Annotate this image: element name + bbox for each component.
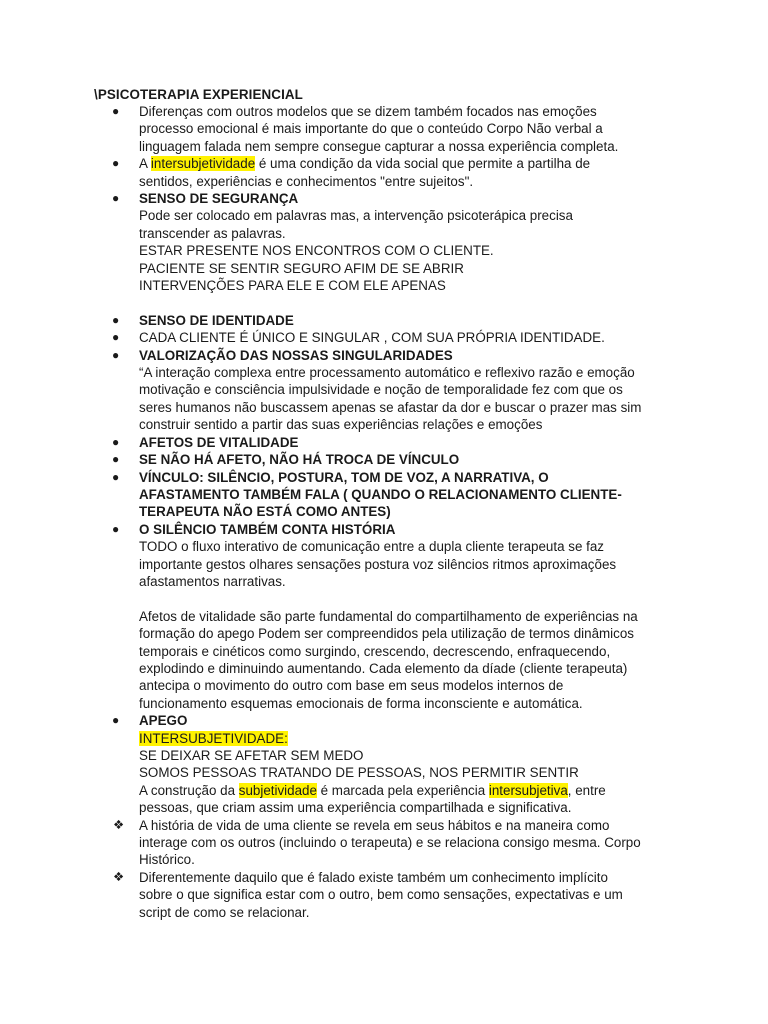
list-item xyxy=(0,434,768,451)
text-line: funcionamento esquemas emocionais de forma inconsciente e automática. xyxy=(139,695,583,711)
list-item xyxy=(0,155,768,190)
document-title: \PSICOTERAPIA EXPERIENCIAL xyxy=(94,87,303,102)
text-line xyxy=(139,730,688,747)
list-item xyxy=(0,347,768,434)
bullet-dot-icon: ● xyxy=(112,434,120,449)
blank-line xyxy=(139,590,688,607)
text-line: linguagem falada nem sempre consegue capturar a nossa experiência completa. xyxy=(139,138,619,154)
list-item xyxy=(0,190,768,294)
bullet-diamond-icon: ❖ xyxy=(113,817,125,832)
bullet-dot-icon: ● xyxy=(112,312,120,327)
list-item xyxy=(0,521,768,712)
section-heading: AFETOS DE VITALIDADE xyxy=(139,434,299,450)
text-line: sobre o que significa estar com o outro, bem como sensações, expectativas e um xyxy=(139,887,623,903)
text-line: PACIENTE SE SENTIR SEGURO AFIM DE SE ABRIR xyxy=(139,260,464,276)
list-item xyxy=(0,712,768,816)
text-segment: é marcada pela experiência xyxy=(316,782,489,798)
bullet-dot-icon: ● xyxy=(112,191,120,206)
list-item xyxy=(0,869,768,921)
text-line: processo emocional é mais importante do que o conteúdo Corpo Não verbal a xyxy=(139,121,603,137)
text-line: A história de vida de uma cliente se revela em seus hábitos e na maneira como xyxy=(139,817,610,833)
bullet-dot-icon: ● xyxy=(112,330,120,345)
text-line: interage com os outros (incluindo o terapeuta) e se relaciona consigo mesma. Corpo xyxy=(139,835,641,851)
list-item xyxy=(0,817,768,869)
text-line: temporais e cinéticos como surgindo, crescendo, decrescendo, enfraquecendo, xyxy=(139,643,611,659)
text-segment: é uma condição da vida social que permite a partilha de xyxy=(255,156,591,172)
section-heading: O SILÊNCIO TAMBÉM CONTA HISTÓRIA xyxy=(139,521,396,537)
text-line: Histórico. xyxy=(139,852,195,868)
section-heading: SENSO DE IDENTIDADE xyxy=(139,312,294,328)
bullet-dot-icon: ● xyxy=(112,347,120,362)
text-line xyxy=(139,155,688,172)
section-heading: VALORIZAÇÃO DAS NOSSAS SINGULARIDADES xyxy=(139,347,453,363)
bullet-dot-icon: ● xyxy=(112,521,120,536)
text-line: Diferentemente daquilo que é falado existe também um conhecimento implícito xyxy=(139,869,608,885)
text-line xyxy=(139,782,688,799)
text-line: sentidos, experiências e conhecimentos "entre sujeitos". xyxy=(139,173,474,189)
text-line: CADA CLIENTE É ÚNICO E SINGULAR , COM SUA PRÓPRIA IDENTIDADE. xyxy=(139,330,605,346)
text-line: formação do apego Podem ser compreendidos pela utilização de termos dinâmicos xyxy=(139,626,634,642)
text-line: “A interação complexa entre processamento automático e reflexivo razão e emoção xyxy=(139,365,635,381)
highlighted-term: INTERSUBJETIVIDADE: xyxy=(139,730,288,746)
bullet-list xyxy=(0,103,768,921)
bullet-diamond-icon: ❖ xyxy=(113,869,125,884)
text-line: transcender as palavras. xyxy=(139,225,286,241)
text-line: pessoas, que criam assim uma experiência compartilhada e significativa. xyxy=(139,800,572,816)
text-line: ESTAR PRESENTE NOS ENCONTROS COM O CLIENTE. xyxy=(139,243,494,259)
text-line: motivação e consciência impulsividade e noção de temporalidade fez com que os xyxy=(139,382,623,398)
text-line: importante gestos olhares sensações postura voz silêncios ritmos aproximações xyxy=(139,556,617,572)
section-heading: APEGO xyxy=(139,713,188,729)
list-item xyxy=(0,469,768,521)
text-line: antecipa o movimento do outro com base em seus modelos internos de xyxy=(139,678,564,694)
bullet-dot-icon: ● xyxy=(112,452,120,467)
text-line: Afetos de vitalidade são parte fundamental do compartilhamento de experiências na xyxy=(139,608,638,624)
text-line: script de como se relacionar. xyxy=(139,904,310,920)
section-heading: SENSO DE SEGURANÇA xyxy=(139,191,299,207)
section-heading: TERAPEUTA NÃO ESTÁ COMO ANTES) xyxy=(139,504,391,520)
text-line: Pode ser colocado em palavras mas, a intervenção psicoterápica precisa xyxy=(139,208,573,224)
bullet-dot-icon: ● xyxy=(112,104,120,118)
text-line: explodindo e diminuindo aumentando. Cada elemento da díade (cliente terapeuta) xyxy=(139,660,628,676)
text-line: TODO o fluxo interativo de comunicação entre a dupla cliente terapeuta se faz xyxy=(139,539,604,555)
text-line: afastamentos narrativas. xyxy=(139,573,286,589)
blank-line xyxy=(0,294,768,311)
text-line: seres humanos não buscassem apenas se afastar da dor e buscar o prazer mas sim xyxy=(139,399,642,415)
text-segment: A xyxy=(139,156,151,172)
list-item xyxy=(0,312,768,329)
highlighted-term: intersubjetividade xyxy=(150,156,256,172)
text-line: INTERVENÇÕES PARA ELE E COM ELE APENAS xyxy=(139,278,446,294)
section-heading: AFASTAMENTO TAMBÉM FALA ( QUANDO O RELACIONAMENTO CLIENTE- xyxy=(139,486,622,502)
bullet-dot-icon: ● xyxy=(112,156,120,171)
text-segment: , entre xyxy=(567,782,606,798)
bullet-dot-icon: ● xyxy=(112,469,120,484)
section-heading: VÍNCULO: SILÊNCIO, POSTURA, TOM DE VOZ, A NARRATIVA, O xyxy=(139,469,549,485)
highlighted-term: intersubjetiva xyxy=(488,782,568,798)
text-segment: A construção da xyxy=(139,782,239,798)
text-line: Diferenças com outros modelos que se dizem também focados nas emoções xyxy=(139,104,597,119)
list-item xyxy=(0,103,768,155)
text-line: construir sentido a partir das suas experiências relações e emoções xyxy=(139,417,543,433)
highlighted-term: subjetividade xyxy=(238,782,317,798)
section-heading: SE NÃO HÁ AFETO, NÃO HÁ TROCA DE VÍNCULO xyxy=(139,452,460,468)
text-line: SOMOS PESSOAS TRATANDO DE PESSOAS, NOS PERMITIR SENTIR xyxy=(139,765,579,781)
list-item xyxy=(0,451,768,468)
bullet-dot-icon: ● xyxy=(112,713,120,728)
text-line: SE DEIXAR SE AFETAR SEM MEDO xyxy=(139,748,364,764)
list-item xyxy=(0,329,768,346)
